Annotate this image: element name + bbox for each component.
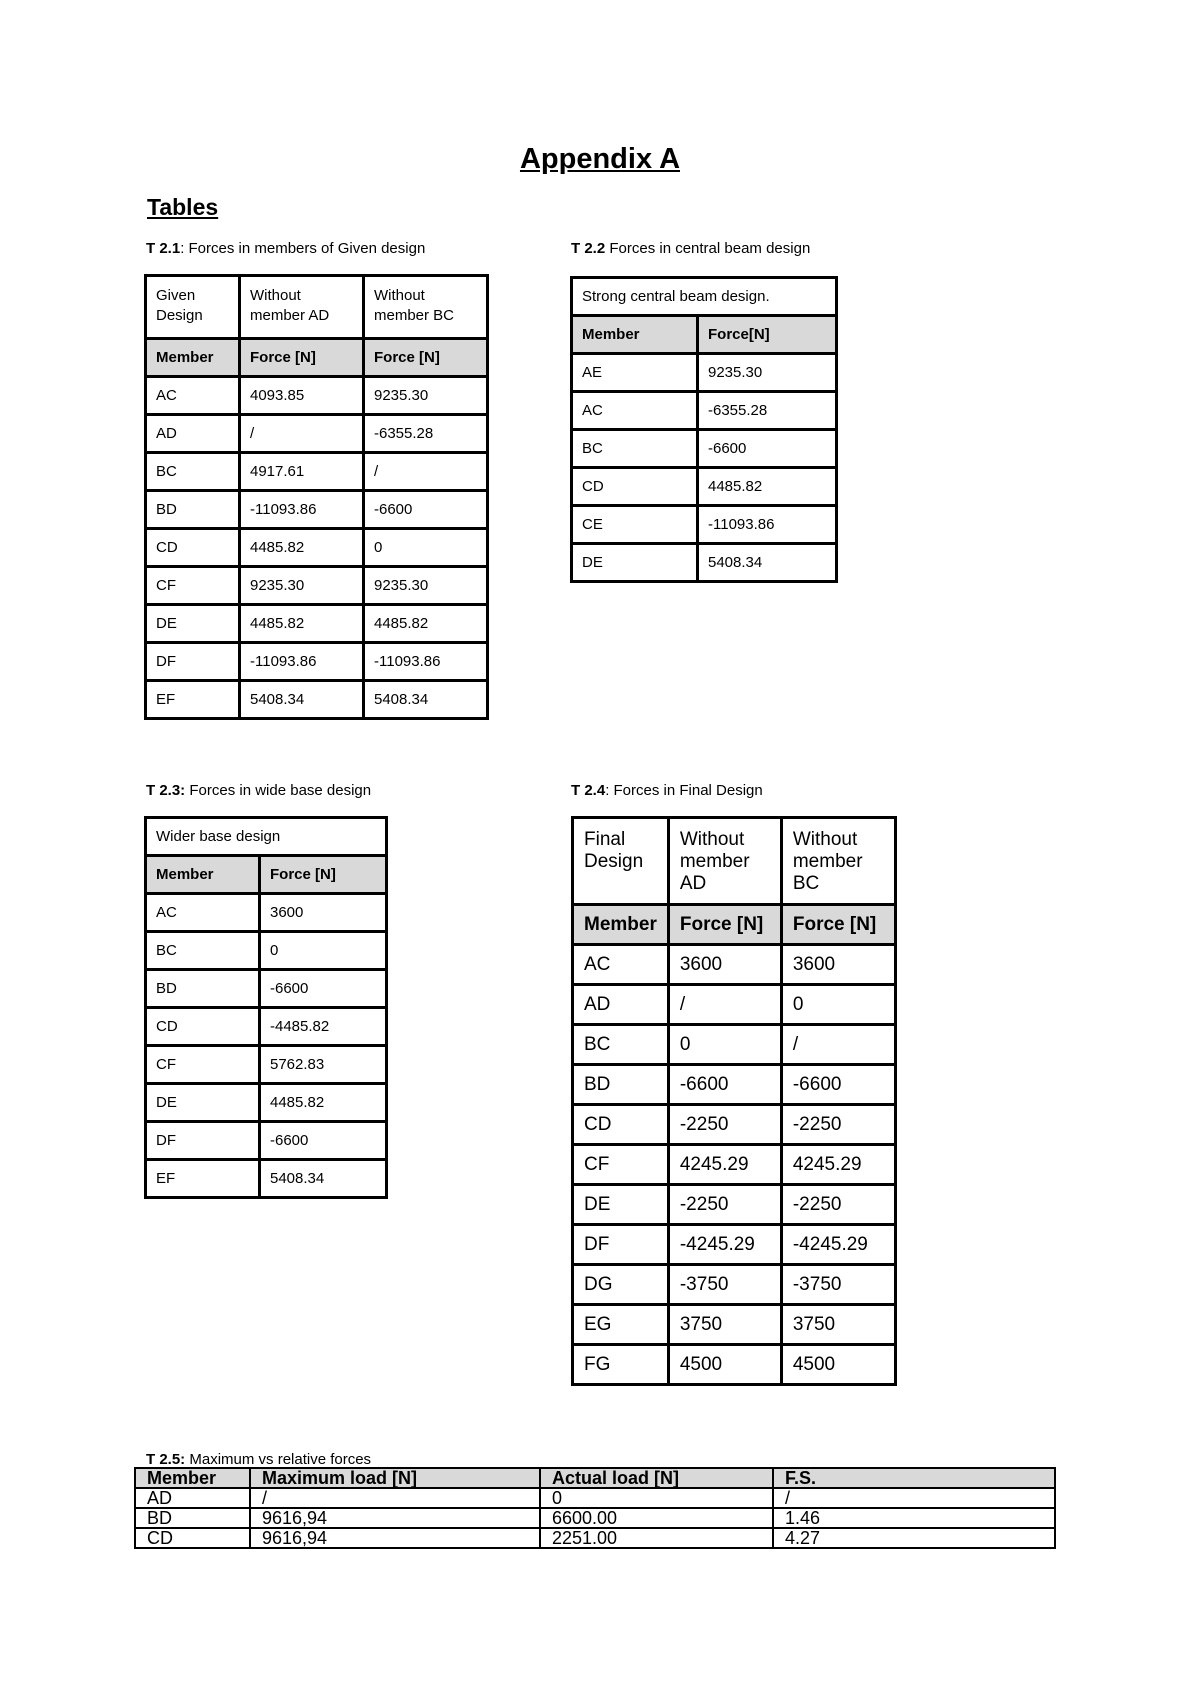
table-cell: DE: [573, 1185, 669, 1225]
table-cell: 3600: [668, 945, 781, 985]
table-cell: -6355.28: [698, 392, 837, 430]
caption-label: T 2.4: [571, 782, 606, 799]
table-cell: 3750: [668, 1305, 781, 1345]
table-cell: BC: [146, 932, 260, 970]
column-header: Force [N]: [668, 905, 781, 945]
table-row: [573, 1065, 896, 1105]
table-cell: DF: [146, 643, 240, 681]
column-header: Member: [146, 856, 260, 894]
table-cell: -11093.86: [240, 491, 364, 529]
caption-label: T 2.5:: [146, 1451, 186, 1468]
table-cell: -11093.86: [364, 643, 488, 681]
table-cell: CD: [146, 529, 240, 567]
table-cell: EF: [146, 1160, 260, 1198]
table-cell: 4245.29: [668, 1145, 781, 1185]
table-row: [573, 1225, 896, 1265]
column-header: Force [N]: [781, 905, 895, 945]
table-header-row: [573, 905, 896, 945]
table-caption-t22: [571, 240, 810, 257]
table-title-cell: Wider base design: [146, 818, 387, 856]
table-cell: FG: [573, 1345, 669, 1385]
table-title-cell: Strong central beam design.: [572, 278, 837, 316]
forces-given-design-table: [144, 274, 489, 720]
table-cell: -6600: [364, 491, 488, 529]
caption-text: Maximum vs relative forces: [185, 1451, 372, 1468]
column-header: Force[N]: [698, 316, 837, 354]
table-cell: 5408.34: [364, 681, 488, 719]
table-header-row: [146, 339, 488, 377]
table-row: [572, 392, 837, 430]
table-row: [146, 970, 387, 1008]
caption-text: : Forces in Final Design: [605, 782, 763, 799]
table-row: [146, 1084, 387, 1122]
table-cell: -2250: [781, 1185, 895, 1225]
table-cell: AC: [146, 377, 240, 415]
table-header-cell: Final Design: [573, 818, 669, 905]
table-cell: /: [781, 1025, 895, 1065]
table-cell: 4485.82: [698, 468, 837, 506]
caption-label: T 2.1: [146, 240, 181, 257]
table-row: [146, 1008, 387, 1046]
table-row: [573, 1105, 896, 1145]
table-cell: 4093.85: [240, 377, 364, 415]
table-row: [135, 1528, 1055, 1548]
table-cell: CD: [146, 1008, 260, 1046]
table-cell: BD: [135, 1508, 250, 1528]
table-row: [146, 605, 488, 643]
table-row: [146, 491, 488, 529]
table-cell: -2250: [781, 1105, 895, 1145]
table-cell: 0: [364, 529, 488, 567]
table-cell: 5408.34: [240, 681, 364, 719]
table-cell: AC: [572, 392, 698, 430]
table-cell: -3750: [668, 1265, 781, 1305]
column-header: Member: [573, 905, 669, 945]
table-cell: BC: [573, 1025, 669, 1065]
table-header-cell: Without member AD: [240, 276, 364, 339]
table-row: [146, 1122, 387, 1160]
column-header: Actual load [N]: [540, 1468, 773, 1488]
table-cell: 3750: [781, 1305, 895, 1345]
table-cell: AC: [146, 894, 260, 932]
table-row: [572, 544, 837, 582]
table-cell: -11093.86: [240, 643, 364, 681]
table-cell: 5762.83: [260, 1046, 387, 1084]
table-cell: DF: [146, 1122, 260, 1160]
table-cell: CF: [146, 567, 240, 605]
table-cell: 4485.82: [240, 529, 364, 567]
table-cell: 4500: [781, 1345, 895, 1385]
table-row: [573, 985, 896, 1025]
table-row: [573, 1145, 896, 1185]
table-cell: 0: [781, 985, 895, 1025]
table-cell: CF: [573, 1145, 669, 1185]
table-row: [146, 1160, 387, 1198]
table-row: [146, 567, 488, 605]
table-cell: CD: [572, 468, 698, 506]
table-row: [135, 1508, 1055, 1528]
table-cell: 9235.30: [240, 567, 364, 605]
table-row: [146, 932, 387, 970]
table-cell: 4485.82: [260, 1084, 387, 1122]
table-cell: DE: [146, 605, 240, 643]
table-cell: BD: [146, 970, 260, 1008]
table-row: [135, 1488, 1055, 1508]
table-row: [146, 681, 488, 719]
table-header-row: [572, 316, 837, 354]
table-row: [572, 430, 837, 468]
table-cell: DE: [572, 544, 698, 582]
column-header: Force [N]: [240, 339, 364, 377]
column-header: Force [N]: [260, 856, 387, 894]
table-row: [146, 377, 488, 415]
table-cell: -4245.29: [668, 1225, 781, 1265]
forces-final-design-table: [571, 816, 897, 1386]
table-cell: 4917.61: [240, 453, 364, 491]
table-cell: BC: [572, 430, 698, 468]
table-row: [573, 945, 896, 985]
table-cell: 0: [540, 1488, 773, 1508]
table-cell: 9235.30: [698, 354, 837, 392]
page-title: Appendix A: [519, 143, 681, 175]
column-header: Maximum load [N]: [250, 1468, 540, 1488]
table-cell: /: [240, 415, 364, 453]
table-cell: -2250: [668, 1185, 781, 1225]
section-heading: Tables: [147, 194, 219, 220]
table-cell: AD: [146, 415, 240, 453]
table-row: [572, 354, 837, 392]
table-row: [146, 643, 488, 681]
column-header: Member: [146, 339, 240, 377]
table-cell: 5408.34: [698, 544, 837, 582]
table-cell: 1.46: [773, 1508, 1055, 1528]
table-cell: BD: [573, 1065, 669, 1105]
table-cell: -11093.86: [698, 506, 837, 544]
column-header: Member: [572, 316, 698, 354]
column-header: F.S.: [773, 1468, 1055, 1488]
table-cell: AC: [573, 945, 669, 985]
table-cell: -4245.29: [781, 1225, 895, 1265]
table-cell: /: [668, 985, 781, 1025]
table-cell: 4485.82: [364, 605, 488, 643]
table-cell: 9235.30: [364, 567, 488, 605]
table-cell: 5408.34: [260, 1160, 387, 1198]
table-row: [573, 1305, 896, 1345]
table-cell: -3750: [781, 1265, 895, 1305]
table-row: [146, 894, 387, 932]
table-caption-t23: [146, 782, 371, 799]
column-header: Member: [135, 1468, 250, 1488]
table-cell: AD: [135, 1488, 250, 1508]
table-cell: 9616,94: [250, 1528, 540, 1548]
table-row: [146, 453, 488, 491]
table-cell: -6600: [668, 1065, 781, 1105]
table-row: [573, 1185, 896, 1225]
table-cell: /: [250, 1488, 540, 1508]
table-cell: AD: [573, 985, 669, 1025]
table-cell: 2251.00: [540, 1528, 773, 1548]
table-header-cell: Without member AD: [668, 818, 781, 905]
forces-wide-base-table: [144, 816, 388, 1199]
table-title-row: [573, 818, 896, 905]
column-header: Force [N]: [364, 339, 488, 377]
table-cell: 0: [668, 1025, 781, 1065]
table-cell: DE: [146, 1084, 260, 1122]
table-cell: EG: [573, 1305, 669, 1345]
table-cell: 0: [260, 932, 387, 970]
table-header-cell: Without member BC: [364, 276, 488, 339]
forces-central-beam-table: [570, 276, 838, 583]
table-row: [573, 1025, 896, 1065]
table-row: [146, 1046, 387, 1084]
table-row: [573, 1345, 896, 1385]
caption-label: T 2.3:: [146, 782, 186, 799]
caption-label: T 2.2: [571, 240, 606, 257]
table-cell: -6600: [260, 970, 387, 1008]
table-row: [573, 1265, 896, 1305]
table-cell: CD: [573, 1105, 669, 1145]
caption-text: Forces in central beam design: [605, 240, 811, 257]
table-cell: /: [364, 453, 488, 491]
table-cell: BD: [146, 491, 240, 529]
table-cell: -6600: [781, 1065, 895, 1105]
table-cell: 9235.30: [364, 377, 488, 415]
table-cell: 3600: [260, 894, 387, 932]
table-row: [572, 506, 837, 544]
table-cell: -6600: [260, 1122, 387, 1160]
table-header-row: [146, 856, 387, 894]
table-cell: EF: [146, 681, 240, 719]
table-title-row: [572, 278, 837, 316]
table-caption-t24: [571, 782, 763, 799]
table-row: [146, 415, 488, 453]
caption-text: : Forces in members of Given design: [180, 240, 426, 257]
table-cell: 3600: [781, 945, 895, 985]
table-cell: 6600.00: [540, 1508, 773, 1528]
table-cell: DF: [573, 1225, 669, 1265]
table-row: [572, 468, 837, 506]
table-cell: CD: [135, 1528, 250, 1548]
table-title-row: [146, 276, 488, 339]
table-header-cell: Given Design: [146, 276, 240, 339]
table-header-cell: Without member BC: [781, 818, 895, 905]
table-cell: AE: [572, 354, 698, 392]
table-cell: CE: [572, 506, 698, 544]
table-title-row: [146, 818, 387, 856]
table-caption-t21: [146, 240, 425, 257]
table-cell: 9616,94: [250, 1508, 540, 1528]
table-row: [146, 529, 488, 567]
table-cell: 4.27: [773, 1528, 1055, 1548]
table-cell: -4485.82: [260, 1008, 387, 1046]
table-cell: 4245.29: [781, 1145, 895, 1185]
table-cell: -6600: [698, 430, 837, 468]
table-cell: -2250: [668, 1105, 781, 1145]
table-cell: BC: [146, 453, 240, 491]
table-cell: -6355.28: [364, 415, 488, 453]
max-vs-relative-forces-table: [134, 1467, 1056, 1549]
table-cell: DG: [573, 1265, 669, 1305]
table-caption-t25: [146, 1451, 371, 1468]
table-cell: /: [773, 1488, 1055, 1508]
caption-text: Forces in wide base design: [185, 782, 372, 799]
table-cell: 4485.82: [240, 605, 364, 643]
table-cell: CF: [146, 1046, 260, 1084]
table-header-row: [135, 1468, 1055, 1488]
table-cell: 4500: [668, 1345, 781, 1385]
